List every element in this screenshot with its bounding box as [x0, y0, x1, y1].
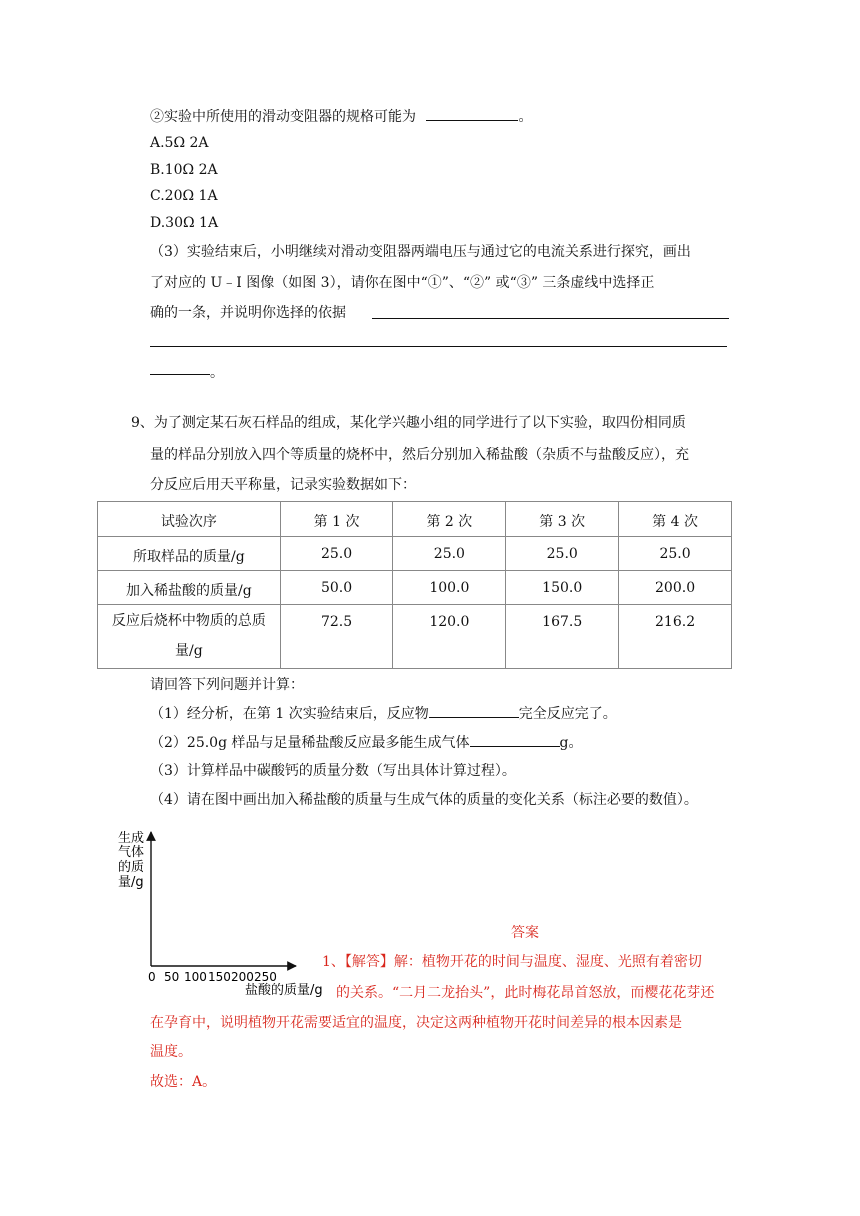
- answer-heading: 答案: [511, 925, 539, 941]
- option-b: B.10Ω 2A: [150, 162, 218, 178]
- sub-question-2: [150, 732, 582, 752]
- x-tick-label: 100: [184, 970, 207, 984]
- row-label-line: 反应后烧杯中物质的总质: [111, 613, 266, 629]
- table-header-cell: 试验次序: [98, 502, 281, 537]
- y-axis-label-line: 气体: [118, 845, 145, 860]
- option-c: C.20Ω 1A: [150, 188, 218, 204]
- table-cell: 50.0: [280, 571, 393, 605]
- answer-line[interactable]: [150, 346, 727, 347]
- sub-question-1-text: （1）经分析，在第 1 次实验结束后，反应物: [150, 706, 429, 722]
- table-cell: 200.0: [619, 571, 732, 605]
- table-cell: 150.0: [506, 571, 619, 605]
- table-row: [98, 571, 732, 605]
- answer-line-4: 温度。: [150, 1044, 192, 1060]
- q9-line-2: 量的样品分别放入四个等质量的烧杯中，然后分别加入稀盐酸（杂质不与盐酸反应），充: [150, 447, 689, 463]
- table-header-cell: 第 1 次: [280, 502, 393, 537]
- answer-line[interactable]: [372, 318, 729, 319]
- x-tick-label: 0: [148, 970, 156, 984]
- part-3-line-2: 了对应的 U﹣I 图像（如图 3），请你在图中“①”、“②” 或“③” 三条虚线中选择正: [150, 275, 655, 291]
- x-axis-label: 盐酸的质量/g: [245, 983, 323, 998]
- answer-line[interactable]: [150, 374, 210, 375]
- y-axis-label-line: 的质: [118, 860, 145, 875]
- questions-intro: 请回答下列问题并计算：: [150, 677, 304, 693]
- answer-line-3: 在孕育中，说明植物开花需要适宜的温度，决定这两种植物开花时间差异的根本因素是: [150, 1015, 682, 1031]
- answer-line-1: 1、【解答】解：植物开花的时间与温度、湿度、光照有着密切: [322, 954, 702, 970]
- q9-line-1: 9、为了测定某石灰石样品的组成，某化学兴趣小组的同学进行了以下实验，取四份相同质: [131, 415, 686, 431]
- x-tick-label: 250: [254, 970, 277, 984]
- answer-blank[interactable]: [429, 703, 519, 718]
- sub-question-1-end: 完全反应完了。: [518, 706, 617, 722]
- experiment-table: [97, 501, 732, 669]
- row-label: 加入稀盐酸的质量/g: [98, 571, 281, 605]
- table-cell: 25.0: [280, 537, 393, 571]
- sub-question-3: （3）计算样品中碳酸钙的质量分数（写出具体计算过程）。: [150, 763, 516, 779]
- table-header-cell: 第 2 次: [393, 502, 506, 537]
- table-cell: 25.0: [619, 537, 732, 571]
- x-tick-label: 150: [208, 970, 231, 984]
- sub-question-1: [150, 703, 617, 723]
- table-header-row: [98, 502, 732, 537]
- part-3-period: 。: [210, 365, 224, 381]
- y-axis-label-line: 量/g: [118, 875, 144, 890]
- y-axis-label-line: 生成: [118, 831, 145, 846]
- q9-line-3: 分反应后用天平称量，记录实验数据如下：: [150, 477, 416, 493]
- blank-graph[interactable]: [112, 826, 332, 998]
- table-header-cell: 第 3 次: [506, 502, 619, 537]
- answer-line-2: 的关系。“二月二龙抬头”，此时梅花昂首怒放，而樱花花芽还: [336, 985, 715, 1001]
- table-cell: 25.0: [393, 537, 506, 571]
- table-row: [98, 605, 732, 669]
- x-tick-label: 200: [231, 970, 254, 984]
- answer-blank[interactable]: [470, 732, 560, 747]
- table-cell: 167.5: [506, 605, 619, 669]
- option-d: D.30Ω 1A: [150, 215, 219, 231]
- part-3-line-1: （3）实验结束后，小明继续对滑动变阻器两端电压与通过它的电流关系进行探究，画出: [150, 244, 691, 260]
- table-cell: 120.0: [393, 605, 506, 669]
- row-label: 所取样品的质量/g: [98, 537, 281, 571]
- question-2-text: ②实验中所使用的滑动变阻器的规格可能为: [150, 109, 416, 125]
- question-2-line: [150, 106, 532, 126]
- table-cell: 72.5: [280, 605, 393, 669]
- table-cell: 100.0: [393, 571, 506, 605]
- table-cell: 25.0: [506, 537, 619, 571]
- option-a: A.5Ω 2A: [150, 135, 209, 151]
- x-tick-label: 50: [164, 970, 180, 984]
- part-3-line-3: 确的一条，并说明你选择的依据: [150, 305, 346, 321]
- answer-blank[interactable]: [426, 106, 518, 121]
- row-label: [98, 605, 281, 669]
- sub-question-2-end: g。: [559, 735, 583, 751]
- answer-line-5: 故选：A。: [150, 1074, 217, 1090]
- row-label-line: 量/g: [174, 643, 203, 659]
- sub-question-2-text: （2）25.0g 样品与足量稀盐酸反应最多能生成气体: [150, 735, 470, 751]
- table-cell: 216.2: [619, 605, 732, 669]
- table-header-cell: 第 4 次: [619, 502, 732, 537]
- question-2-period: 。: [518, 109, 533, 125]
- table-row: [98, 537, 732, 571]
- sub-question-4: （4）请在图中画出加入稀盐酸的质量与生成气体的质量的变化关系（标注必要的数值）。: [150, 792, 698, 808]
